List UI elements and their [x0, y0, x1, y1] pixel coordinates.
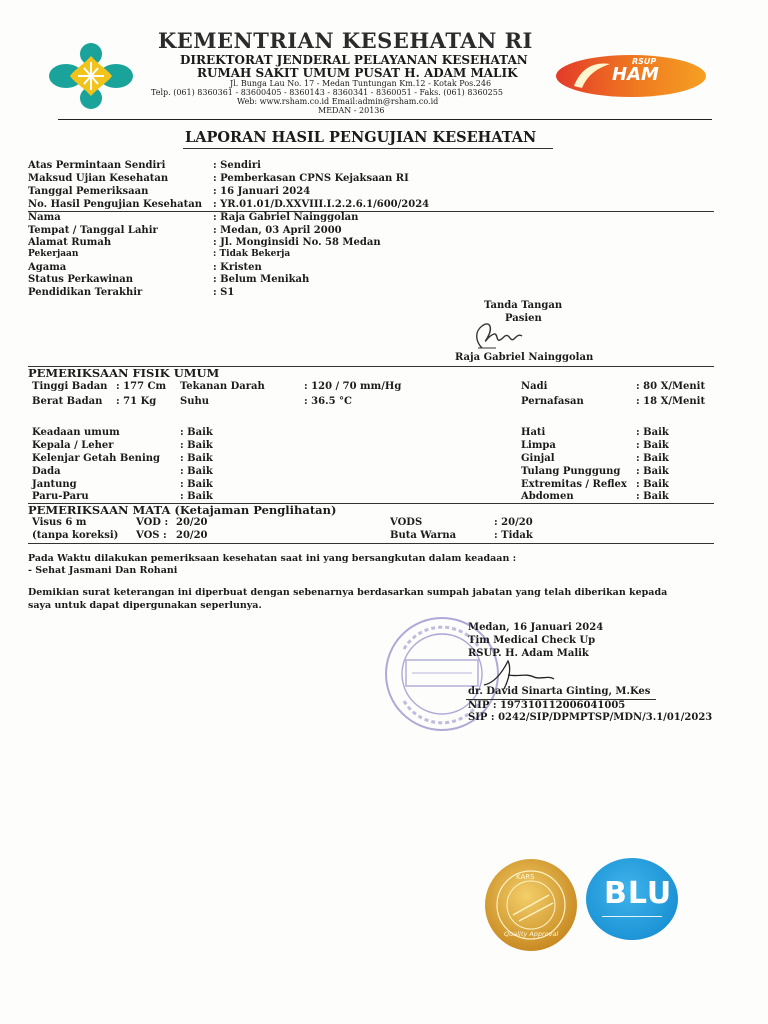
hospital-city: MEDAN - 20136 [318, 106, 385, 115]
page-title: LAPORAN HASIL PENGUJIAN KESEHATAN [185, 129, 537, 146]
bp-value: : 120 / 70 mm/Hg [304, 381, 402, 392]
patient-value: : Raja Gabriel Nainggolan [213, 212, 359, 223]
temp-label: Suhu [180, 396, 210, 407]
conclusion-result: - Sehat Jasmani Dan Rohani [28, 565, 178, 576]
info-value: : YR.01.01/D.XXVIII.I.2.2.6.1/600/2024 [213, 199, 430, 210]
title-underline [183, 148, 553, 149]
header-divider [58, 119, 712, 120]
section-divider [28, 211, 714, 212]
height-label: Tinggi Badan [32, 381, 108, 392]
exam-label: Dada [32, 466, 61, 477]
vos-value: 20/20 [176, 530, 208, 541]
kars-accreditation-icon [483, 857, 579, 953]
patient-value: : Medan, 03 April 2000 [213, 225, 342, 236]
patient-label: Pekerjaan [28, 249, 79, 259]
exam-label: Ginjal [521, 453, 555, 464]
pulse-value: : 80 X/Menit [636, 381, 706, 392]
exam-label: Extremitas / Reflex [521, 479, 627, 490]
visus-label: Visus 6 m [32, 517, 87, 528]
pulse-label: Nadi [521, 381, 548, 392]
patient-label: Tempat / Tanggal Lahir [28, 225, 158, 236]
patient-label: Agama [28, 262, 67, 273]
patient-label: Nama [28, 212, 61, 223]
ham-label: HAM [612, 64, 659, 85]
patient-value: : S1 [213, 287, 235, 298]
conclusion-text: Pada Waktu dilakukan pemeriksaan kesehatan saat ini yang bersangkutan dalam keadaan : [28, 553, 517, 564]
patient-value: : Belum Menikah [213, 274, 310, 285]
vods-value: : 20/20 [494, 517, 533, 528]
info-label: Tanggal Pemeriksaan [28, 186, 149, 197]
blu-label: BLU [604, 876, 673, 911]
info-label: No. Hasil Pengujian Kesehatan [28, 199, 202, 210]
doctor-name: dr. David Sinarta Ginting, M.Kes [468, 686, 651, 697]
directorate-name: DIREKTORAT JENDERAL PELAYANAN KESEHATAN [180, 53, 528, 67]
doctor-nip: NIP : 197310112006041005 [468, 700, 626, 711]
patient-value: : Jl. Monginsidi No. 58 Medan [213, 237, 381, 248]
exam-value: : Baik [180, 453, 213, 464]
sign-hospital: RSUP. H. Adam Malik [468, 648, 589, 659]
doctor-sip: SIP : 0242/SIP/DPMPTSP/MDN/3.1/01/2023 [468, 712, 713, 723]
ministry-name: KEMENTRIAN KESEHATAN RI [158, 28, 533, 53]
buta-warna-value: : Tidak [494, 530, 533, 541]
info-value: : Sendiri [213, 160, 261, 171]
sign-team: Tim Medical Check Up [468, 635, 596, 646]
tanpa-koreksi-label: (tanpa koreksi) [32, 530, 119, 541]
height-value: : 177 Cm [116, 381, 167, 392]
temp-value: : 36.5 °C [304, 396, 352, 407]
exam-label: Paru-Paru [32, 491, 89, 502]
blu-underline [602, 916, 662, 917]
hospital-web: Web: www.rsham.co.id Email:admin@rsham.co.id [237, 97, 439, 106]
physical-exam-title: PEMERIKSAAN FISIK UMUM [28, 366, 220, 380]
exam-label: Limpa [521, 440, 556, 451]
patient-value: : Tidak Bekerja [213, 249, 291, 259]
weight-value: : 71 Kg [116, 396, 157, 407]
exam-value: : Baik [636, 440, 669, 451]
exam-label: Abdomen [521, 491, 574, 502]
info-value: : 16 Januari 2024 [213, 186, 311, 197]
exam-value: : Baik [636, 479, 669, 490]
info-label: Atas Permintaan Sendiri [28, 160, 166, 171]
vod-value: 20/20 [176, 517, 208, 528]
statement-text: Demikian surat keterangan ini diperbuat dengan sebenarnya berdasarkan sumpah jabatan yang telah diberikan kepada [28, 587, 668, 598]
patient-label: Alamat Rumah [28, 237, 112, 248]
exam-label: Kelenjar Getah Bening [32, 453, 161, 464]
section-divider [28, 543, 714, 544]
vos-label: VOS : [136, 530, 167, 541]
exam-label: Tulang Punggung [521, 466, 621, 477]
statement-text-2: saya untuk dapat dipergunakan seperlunya. [28, 600, 262, 611]
hospital-name: RUMAH SAKIT UMUM PUSAT H. ADAM MALIK [197, 66, 518, 80]
vod-label: VOD : [136, 517, 169, 528]
patient-label: Status Perkawinan [28, 274, 134, 285]
patient-value: : Kristen [213, 262, 262, 273]
exam-label: Jantung [32, 479, 77, 490]
exam-value: : Baik [180, 479, 213, 490]
eye-exam-title: PEMERIKSAAN MATA (Ketajaman Penglihatan) [28, 503, 337, 517]
sign-place-date: Medan, 16 Januari 2024 [468, 622, 604, 633]
weight-label: Berat Badan [32, 396, 103, 407]
ham-swoosh-icon [572, 60, 612, 90]
exam-value: : Baik [636, 453, 669, 464]
patient-label: Pendidikan Terakhir [28, 287, 143, 298]
hospital-address: Jl. Bunga Lau No. 17 - Medan Tuntungan Km.12 - Kotak Pos.246 [230, 79, 492, 88]
buta-warna-label: Buta Warna [390, 530, 457, 541]
exam-label: Kepala / Leher [32, 440, 114, 451]
info-label: Maksud Ujian Kesehatan [28, 173, 169, 184]
exam-label: Keadaan umum [32, 427, 120, 438]
patient-signature-name: Raja Gabriel Nainggolan [455, 352, 594, 363]
exam-value: : Baik [180, 491, 213, 502]
resp-value: : 18 X/Menit [636, 396, 706, 407]
signature-caption: Tanda Tangan [484, 300, 563, 311]
patient-signature-icon [470, 318, 530, 352]
exam-value: : Baik [180, 440, 213, 451]
exam-label: Hati [521, 427, 546, 438]
info-value: : Pemberkasan CPNS Kejaksaan RI [213, 173, 409, 184]
rsup-label: RSUP [632, 57, 657, 66]
resp-label: Pernafasan [521, 396, 584, 407]
ministry-logo-icon [48, 40, 134, 112]
signature-caption-patient: Pasien [505, 313, 542, 324]
exam-value: : Baik [636, 491, 669, 502]
exam-value: : Baik [180, 427, 213, 438]
kars-quality-label: Quality Approval [504, 930, 559, 938]
kars-label: KARS [516, 873, 535, 881]
vods-label: VODS [390, 517, 423, 528]
exam-value: : Baik [636, 427, 669, 438]
exam-value: : Baik [636, 466, 669, 477]
bp-label: Tekanan Darah [180, 381, 265, 392]
exam-value: : Baik [180, 466, 213, 477]
hospital-phone: Telp. (061) 8360361 - 83600405 - 8360143 - 8360341 - 8360051 - Faks. (061) 8360255 [151, 88, 503, 97]
